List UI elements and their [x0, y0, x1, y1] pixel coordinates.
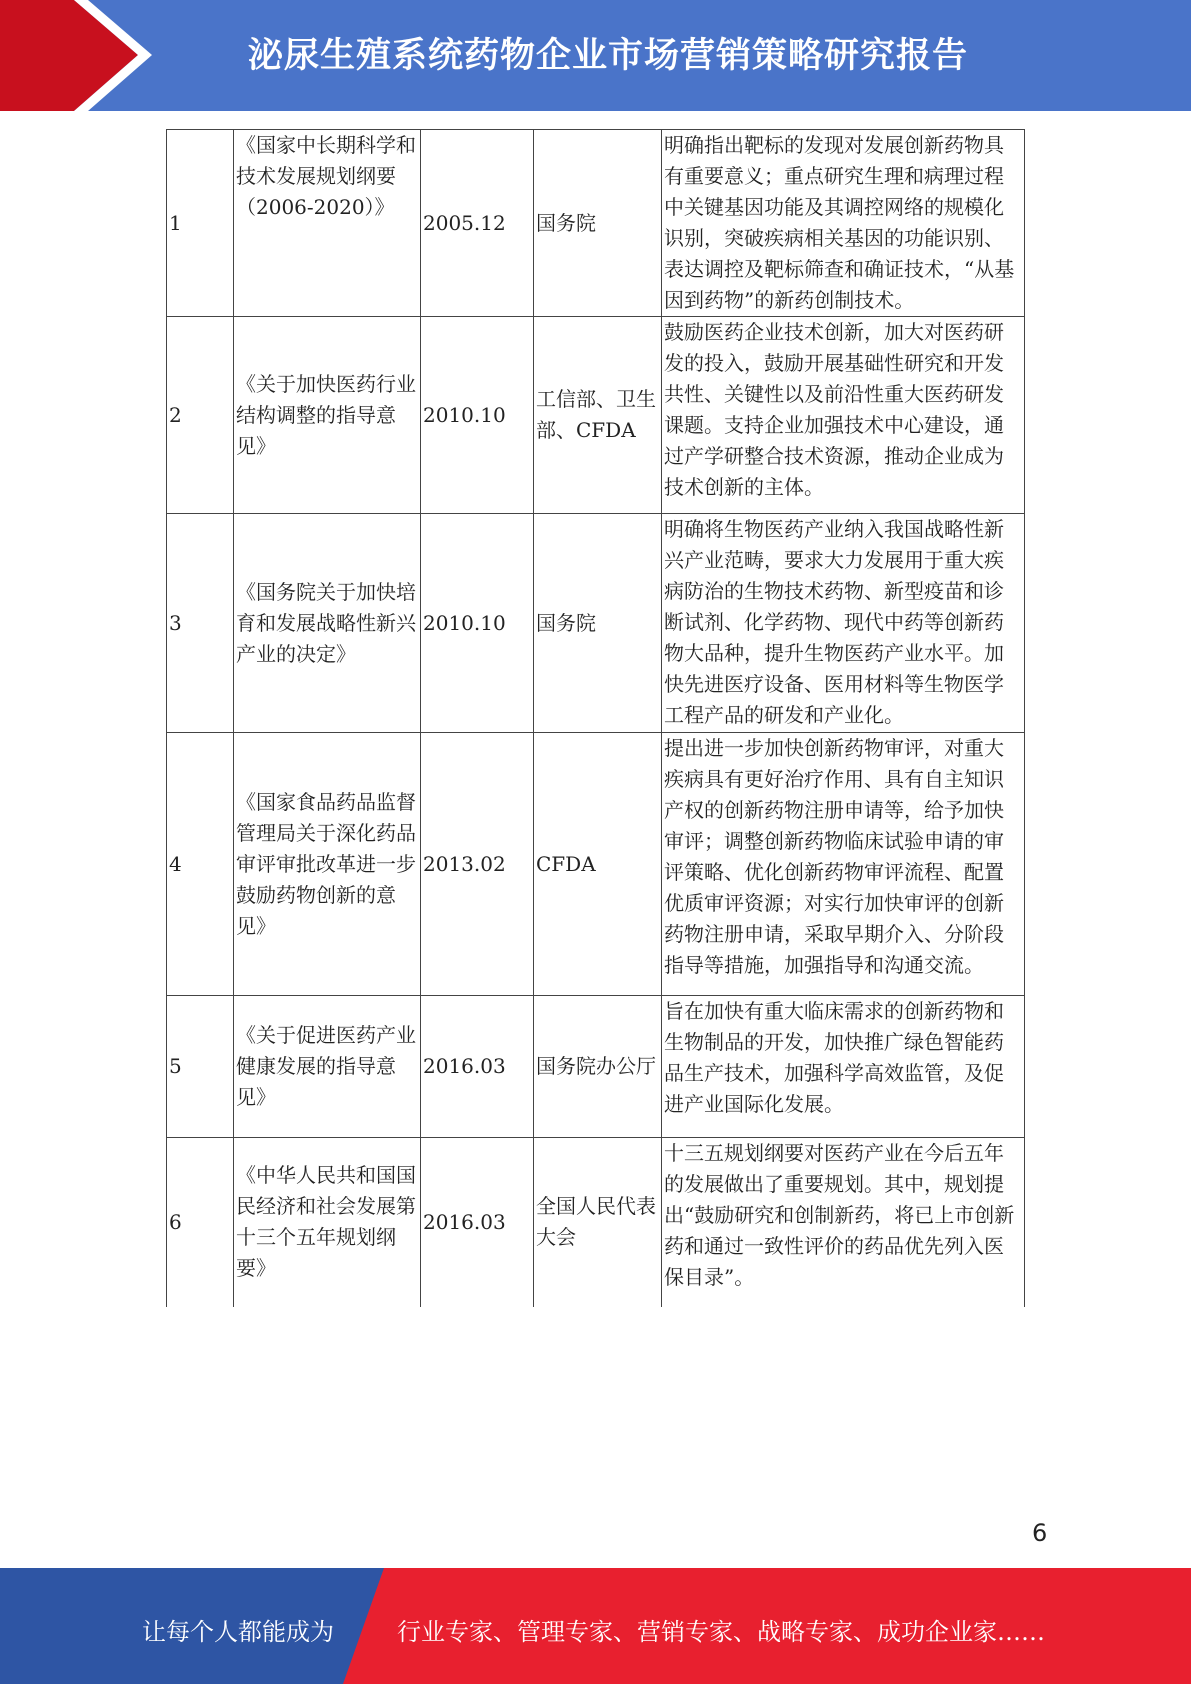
- policy-description: 鼓励医药企业技术创新，加大对医药研发的投入，鼓励开展基础性研究和开发共性、关键性以及前沿性重大医药研发课题。支持企业加强技术中心建设，通过产学研整合技术资源，推动企业成为技术创新的主体。: [662, 317, 1025, 514]
- policy-description: 明确将生物医药产业纳入我国战略性新兴产业范畴，要求大力发展用于重大疾病防治的生物技术药物、新型疫苗和诊断试剂、化学药物、现代中药等创新药物大品种，提升生物医药产业水平。加快先进医疗设备、医用材料等生物医学工程产品的研发和产业化。: [662, 514, 1025, 733]
- table-row: [167, 996, 1025, 1138]
- table-row: [167, 514, 1025, 733]
- policy-table: [166, 129, 1025, 1307]
- issuing-org: 工信部、卫生部、CFDA: [534, 317, 662, 514]
- issuing-org: 国务院: [534, 514, 662, 733]
- footer-slogan-right: 行业专家、管理专家、营销专家、战略专家、成功企业家……: [397, 1618, 1045, 1646]
- page-footer: [0, 1568, 1191, 1684]
- row-number: 4: [167, 733, 234, 996]
- policy-date: 2016.03: [421, 1138, 534, 1307]
- table-row: [167, 317, 1025, 514]
- row-number: 5: [167, 996, 234, 1138]
- issuing-org: 国务院: [534, 130, 662, 317]
- issuing-org: 全国人民代表大会: [534, 1138, 662, 1307]
- header-arrow-decoration: [0, 0, 160, 111]
- policy-description: 十三五规划纲要对医药产业在今后五年的发展做出了重要规划。其中，规划提出“鼓励研究和创制新药，将已上市创新药和通过一致性评价的药品优先列入医保目录”。: [662, 1138, 1025, 1307]
- issuing-org: CFDA: [534, 733, 662, 996]
- row-number: 6: [167, 1138, 234, 1307]
- policy-date: 2005.12: [421, 130, 534, 317]
- policy-date: 2013.02: [421, 733, 534, 996]
- policy-date: 2010.10: [421, 514, 534, 733]
- policy-description: 明确指出靶标的发现对发展创新药物具有重要意义；重点研究生理和病理过程中关键基因功能及其调控网络的规模化识别，突破疾病相关基因的功能识别、表达调控及靶标筛查和确证技术，“从基因到药物”的新药创制技术。: [662, 130, 1025, 317]
- row-number: 3: [167, 514, 234, 733]
- policy-date: 2016.03: [421, 996, 534, 1138]
- row-number: 1: [167, 130, 234, 317]
- issuing-org: 国务院办公厅: [534, 996, 662, 1138]
- table-row: [167, 130, 1025, 317]
- footer-slogan-left: 让每个人都能成为: [142, 1618, 334, 1646]
- page-header: [0, 0, 1191, 111]
- policy-title: 《国家中长期科学和技术发展规划纲要（2006-2020）》: [234, 130, 421, 317]
- policy-title: 《国务院关于加快培育和发展战略性新兴产业的决定》: [234, 514, 421, 733]
- policy-title: 《关于促进医药产业健康发展的指导意见》: [234, 996, 421, 1138]
- policy-date: 2010.10: [421, 317, 534, 514]
- page-number: 6: [1032, 1519, 1048, 1547]
- table-row: [167, 733, 1025, 996]
- policy-description: 提出进一步加快创新药物审评，对重大疾病具有更好治疗作用、具有自主知识产权的创新药物注册申请等，给予加快审评；调整创新药物临床试验申请的审评策略、优化创新药物审评流程、配置优质审评资源；对实行加快审评的创新药物注册申请，采取早期介入、分阶段指导等措施，加强指导和沟通交流。: [662, 733, 1025, 996]
- row-number: 2: [167, 317, 234, 514]
- policy-title: 《中华人民共和国国民经济和社会发展第十三个五年规划纲要》: [234, 1138, 421, 1307]
- document-title: 泌尿生殖系统药物企业市场营销策略研究报告: [248, 36, 969, 76]
- policy-title: 《关于加快医药行业结构调整的指导意见》: [234, 317, 421, 514]
- policy-description: 旨在加快有重大临床需求的创新药物和生物制品的开发，加快推广绿色智能药品生产技术，加强科学高效监管，及促进产业国际化发展。: [662, 996, 1025, 1138]
- table-row: [167, 1138, 1025, 1307]
- policy-title: 《国家食品药品监督管理局关于深化药品审评审批改革进一步鼓励药物创新的意见》: [234, 733, 421, 996]
